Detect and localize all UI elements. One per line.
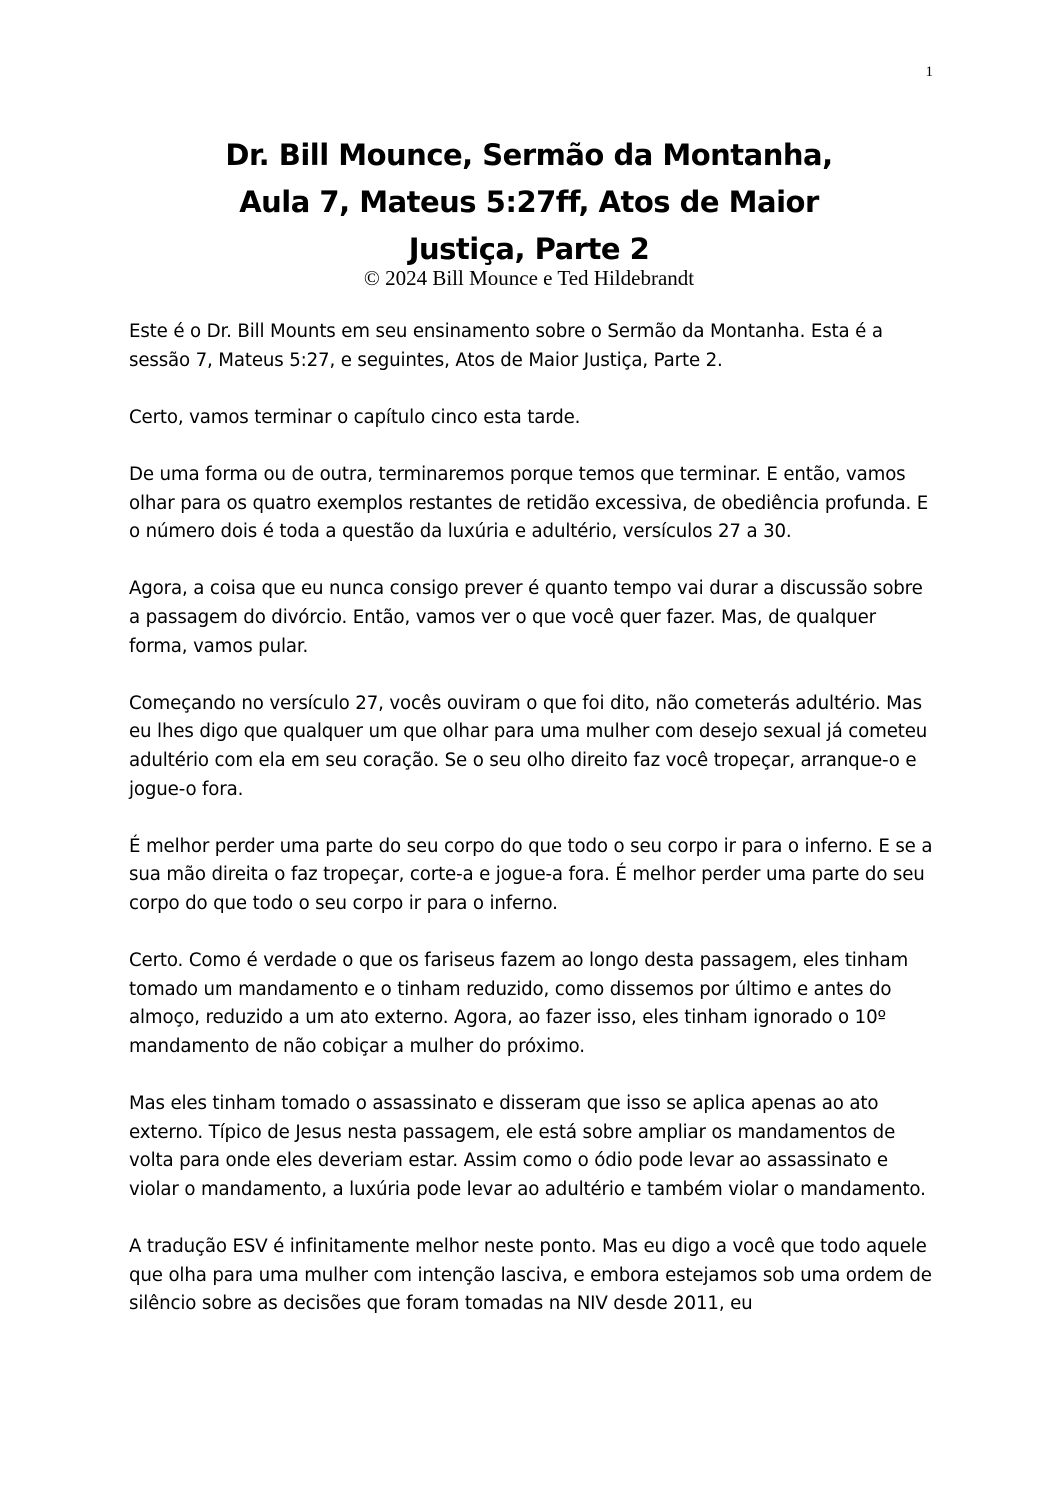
paragraph: Certo, vamos terminar o capítulo cinco esta tarde. [129, 406, 581, 428]
paragraph: Mas eles tinham tomado o assassinato e disseram que isso se aplica apenas ao ato externo. Típico de Jesus nesta passagem, ele está sobre ampliar os mandamentos de volta para onde eles deveriam estar. Assim como o ódio pode levar ao assassinato e violar o mandamento, a luxúria pode levar ao adultério e também violar o mandamento. [129, 1093, 926, 1200]
paragraph: Agora, a coisa que eu nunca consigo prever é quanto tempo vai durar a discussão sobre a passagem do divórcio. Então, vamos ver o que você quer fazer. Mas, de qualquer forma, vamos pular. [129, 578, 923, 657]
copyright-notice: © 2024 Bill Mounce e Ted Hildebrandt [363, 266, 695, 290]
title-line: Dr. Bill Mounce, Sermão da Montanha, [225, 138, 833, 172]
paragraph: A tradução ESV é infinitamente melhor neste ponto. Mas eu digo a você que todo aquele que olha para uma mulher com intenção lasciva, e embora estejamos sob uma ordem de silêncio sobre as decisões que foram tomadas na NIV desde 2011, eu [129, 1236, 932, 1315]
paragraph: É melhor perder uma parte do seu corpo do que todo o seu corpo ir para o inferno. E se a sua mão direita o faz tropeçar, corte-a e jogue-a fora. É melhor perder uma parte do seu corpo do que todo o seu corpo ir para o inferno. [129, 835, 933, 914]
paragraph: Começando no versículo 27, vocês ouviram o que foi dito, não cometerás adultério. Mas eu lhes digo que qualquer um que olhar para uma mulher com desejo sexual já cometeu adultério com ela em seu coração. Se o seu olho direito faz você tropeçar, arranque-o e jogue-o fora. [129, 692, 928, 800]
title-line: Aula 7, Mateus 5:27ff, Atos de Maior [239, 185, 819, 219]
paragraph: De uma forma ou de outra, terminaremos porque temos que terminar. E então, vamos olhar para os quatro exemplos restantes de retidão excessiva, de obediência profunda. E o número dois é toda a questão da luxúria e adultério, versículos 27 a 30. [129, 463, 929, 543]
page-number: 1 [925, 64, 933, 80]
transcript-body [129, 318, 934, 1347]
paragraph: Este é o Dr. Bill Mounts em seu ensinamento sobre o Sermão da Montanha. Esta é a sessão 7, Mateus 5:27, e seguintes, Atos de Maior Justiça, Parte 2. [129, 321, 883, 371]
document-title [128, 132, 930, 273]
paragraph: Certo. Como é verdade o que os fariseus fazem ao longo desta passagem, eles tinham tomado um mandamento e o tinham reduzido, como dissemos por último e antes do almoço, reduzido a um ato externo. Agora, ao fazer isso, eles tinham ignorado o 10º mandamento de não cobiçar a mulher do próximo. [129, 950, 909, 1057]
title-line: Justiça, Parte 2 [408, 232, 650, 266]
